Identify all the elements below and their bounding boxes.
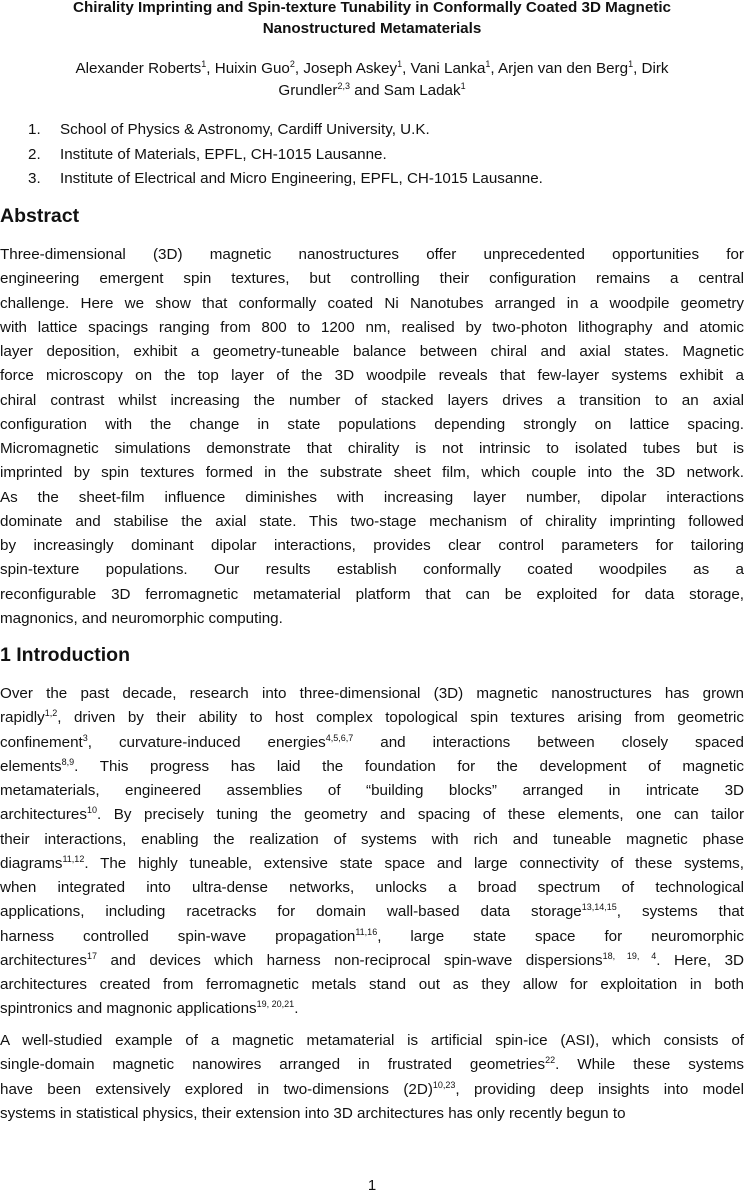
author-affiliation: 2,3 xyxy=(337,80,350,91)
line-text: applications, including racetracks for domain wall-based data storage xyxy=(0,903,582,921)
introduction-heading: 1 Introduction xyxy=(0,644,130,666)
paragraph-line xyxy=(0,925,744,949)
title-line-1: Chirality Imprinting and Spin-texture Tunability in Conformally Coated 3D Magnetic xyxy=(73,0,671,16)
author-affiliation: 1 xyxy=(460,80,466,91)
paragraph-line xyxy=(0,900,744,924)
abstract-line: chiral contrast whilst increasing the number of stacked layers drives a transition to an axial xyxy=(0,391,744,409)
abstract-line: Micromagnetic simulations demonstrate that chirality is not intrinsic to isolated tubes but is xyxy=(0,440,744,457)
line-text: , driven by their ability to host complex topological spin textures arising from geometric xyxy=(57,709,744,727)
line-text: , providing deep insights into model xyxy=(455,1080,744,1098)
abstract-line: engineering emergent spin textures, but controlling their configuration remains a central xyxy=(0,270,744,288)
title-line-2: Nanostructured Metamaterials xyxy=(262,20,482,37)
paragraph-line xyxy=(0,973,744,997)
author-affiliation: 1 xyxy=(485,58,491,69)
author-name: Sam Ladak xyxy=(383,82,461,99)
line-text: architectures created from ferromagnetic metals stand out as they allow for exploitation in both xyxy=(0,976,744,993)
line-text: and devices which harness non-reciprocal spin-wave dispersions xyxy=(96,951,603,969)
paragraph-line xyxy=(0,828,744,852)
abstract-line: configuration with the change in state populations depending strongly on lattice spacing. xyxy=(0,415,744,433)
author-affiliation: 2 xyxy=(289,58,295,69)
line-text: , large state space for neuromorphic xyxy=(377,927,744,945)
line-text: A well-studied example of a magnetic metamaterial is artificial spin-ice (ASI), which consists of xyxy=(0,1032,744,1049)
paragraph-line xyxy=(0,1053,744,1077)
abstract-line: As the sheet-film influence diminishes with increasing layer number, dipolar interactions xyxy=(0,488,744,506)
line-text: architectures xyxy=(0,806,87,824)
line-text: confinement xyxy=(0,733,83,751)
introduction-paragraph-1 xyxy=(0,682,744,1022)
citation-ref: 11,16 xyxy=(355,926,378,937)
paragraph-line xyxy=(0,852,744,876)
line-text: . The highly tuneable, extensive state space and large connectivity of these systems, xyxy=(84,854,744,872)
abstract-paragraph xyxy=(0,243,744,631)
line-text: systems in statistical physics, their extension into 3D architectures has only recently begun to xyxy=(0,1104,626,1122)
paragraph-line xyxy=(0,949,744,973)
abstract-line: imprinted by spin textures formed in the substrate sheet film, which couple into the 3D network. xyxy=(0,464,744,482)
author-name: Huixin Guo xyxy=(214,60,290,77)
paragraph-line xyxy=(0,876,744,900)
affiliation-item: 2. Institute of Materials, EPFL, CH-1015 Lausanne. xyxy=(28,145,387,163)
line-text: rapidly xyxy=(0,709,45,727)
paragraph-line xyxy=(0,731,744,755)
paragraph-line xyxy=(0,1102,744,1126)
author-name: Alexander Roberts xyxy=(75,60,202,77)
citation-ref: 22 xyxy=(545,1055,556,1066)
line-text: diagrams xyxy=(0,854,63,872)
abstract-heading: Abstract xyxy=(0,205,80,227)
paragraph-line xyxy=(0,803,744,827)
author-name: Vani Lanka xyxy=(410,60,486,77)
line-text: Over the past decade, research into three-dimensional (3D) magnetic nanostructures has grown xyxy=(0,685,744,702)
line-text: and interactions between closely spaced xyxy=(353,733,744,751)
author-list xyxy=(30,58,714,102)
line-text: , curvature-induced energies xyxy=(87,733,326,751)
author-name: Joseph Askey xyxy=(303,60,398,77)
abstract-line: with lattice spacings ranging from 800 to 1200 nm, realised by two-photon lithography and atomic xyxy=(0,318,744,336)
citation-ref: 11,12 xyxy=(62,853,85,864)
line-text: . Here, 3D xyxy=(656,951,744,969)
introduction-paragraph-2 xyxy=(0,1029,744,1126)
abstract-line: spin-texture populations. Our results establish conformally coated woodpiles as a xyxy=(0,561,744,579)
line-text: . By precisely tuning the geometry and spacing of these elements, one can tailor xyxy=(96,806,744,824)
line-text: when integrated into ultra-dense networks, unlocks a broad spectrum of technological xyxy=(0,879,744,896)
paragraph-line xyxy=(0,1078,744,1102)
citation-ref: 4,5,6,7 xyxy=(325,732,354,743)
citation-ref: 10,23 xyxy=(432,1079,456,1090)
citation-ref: 13,14,15 xyxy=(581,902,617,913)
abstract-line: magnonics, and neuromorphic computing. xyxy=(0,609,283,627)
line-text: elements xyxy=(0,757,62,775)
citation-ref: 17 xyxy=(86,950,97,961)
line-text: have been extensively explored in two-dimensions (2D) xyxy=(0,1080,433,1098)
line-text: metamaterials, engineered assemblies of “building blocks” arranged in intricate 3D xyxy=(0,782,744,799)
abstract-line: force microscopy on the top layer of the 3D woodpile reveals that few-layer systems exhibit a xyxy=(0,367,744,385)
line-text: . This progress has laid the foundation for the development of magnetic xyxy=(74,757,744,775)
author-affiliation: 1 xyxy=(397,58,403,69)
author-line-2: Grundler$^{2,3}$ and Sam Ladak$^1$ xyxy=(278,80,466,99)
line-text: harness controlled spin-wave propagation xyxy=(0,927,356,945)
line-text: . While these systems xyxy=(555,1056,744,1074)
citation-ref: 19, 20,21 xyxy=(256,999,295,1010)
citation-ref: 18, 19, 4 xyxy=(602,950,657,961)
line-text: single-domain magnetic nanowires arranged in frustrated geometries xyxy=(0,1056,546,1074)
line-text: their interactions, enabling the realization of systems with rich and tuneable magnetic phase xyxy=(0,830,744,848)
paragraph-line xyxy=(0,755,744,779)
author-affiliation: 1 xyxy=(201,58,207,69)
paragraph-line xyxy=(0,997,744,1021)
abstract-line: dominate and stabilise the axial state. This two-stage mechanism of chirality imprinting followed xyxy=(0,512,744,530)
affiliation-item: 1. School of Physics & Astronomy, Cardiff University, U.K. xyxy=(28,121,430,138)
abstract-line: reconfigurable 3D ferromagnetic metamaterial platform that can be exploited for data storage, xyxy=(0,585,744,603)
paper-title xyxy=(0,0,744,39)
abstract-line: challenge. Here we show that conformally coated Ni Nanotubes arranged in a woodpile geometry xyxy=(0,294,744,312)
author-affiliation: 1 xyxy=(628,58,634,69)
paragraph-line xyxy=(0,706,744,730)
paragraph-line xyxy=(0,682,744,706)
citation-ref: 1,2 xyxy=(44,708,58,719)
citation-ref: 8,9 xyxy=(61,756,75,767)
abstract-line: Three-dimensional (3D) magnetic nanostructures offer unprecedented opportunities for xyxy=(0,246,744,263)
abstract-line: by increasingly dominant dipolar interactions, provides clear control parameters for tailoring xyxy=(0,537,744,554)
affiliation-item: 3. Institute of Electrical and Micro Engineering, EPFL, CH-1015 Lausanne. xyxy=(28,170,543,187)
paragraph-line xyxy=(0,1029,744,1053)
citation-ref: 10 xyxy=(86,805,97,816)
author-name-last: Grundler xyxy=(278,82,338,99)
page-number: 1 xyxy=(367,1177,377,1194)
author-name: Arjen van den Berg xyxy=(498,60,629,77)
line-text: , systems that xyxy=(616,903,744,921)
citation-ref: 3 xyxy=(82,732,88,743)
line-text: . xyxy=(294,1000,299,1018)
paragraph-line xyxy=(0,779,744,803)
author-name-first: Dirk xyxy=(641,60,669,77)
author-line-1: Alexander Roberts$^1$, Huixin Guo$^2$, Joseph Askey$^1$, Vani Lanka$^1$, Arjen van den Berg$^1$, Dirk xyxy=(75,58,669,77)
line-text: spintronics and magnonic applications xyxy=(0,1000,257,1018)
affiliation-list xyxy=(28,118,728,192)
abstract-line: layer deposition, exhibit a geometry-tuneable balance between chiral and axial states. Magnetic xyxy=(0,343,744,360)
line-text: architectures xyxy=(0,951,87,969)
